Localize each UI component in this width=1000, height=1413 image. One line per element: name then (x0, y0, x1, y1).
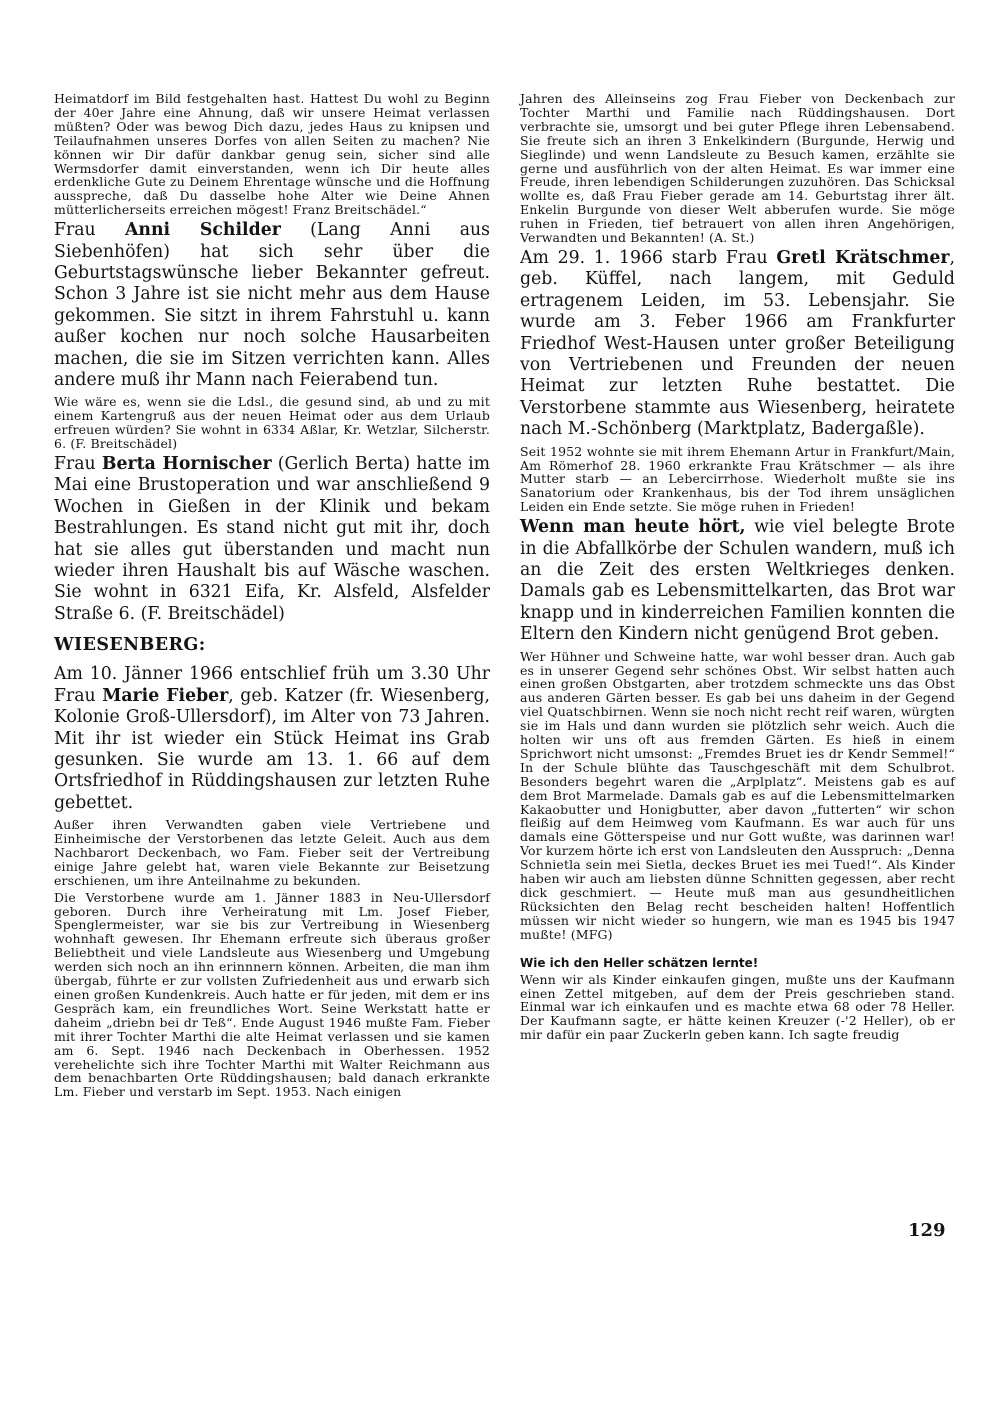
text-run: Am 29. 1. 1966 starb Frau (520, 247, 777, 268)
heller-story-paragraph: Wenn wir als Kinder einkaufen gingen, mußte uns der Kaufmann einen Zettel mitgeben, auf dem der Preis geschrieben stand. Einmal war ich einkaufen und es machte etwa 68 oder 78 Heller. Der Kaufmann sagte, er hätte keinen Kreuzer (-'2 Heller), ob er mir dafür ein paar Zuckerln geben kann. Ich sagte freudig (520, 971, 955, 1043)
text-run: (Lang Anni aus Siebenhöfen) hat sich sehr über die Geburtstagswünsche lieber Bekannter gefreut. Schon 3 Jahre ist sie nicht mehr aus dem Hause gekommen. Sie sitzt in ihrem Fahrstuhl u. kann außer kochen nur noch solche Hausarbeiten machen, die sie im Sitzen verrichten kann. Alles andere muß ihr Mann nach Feierabend tun. (54, 220, 491, 390)
text-run: , geb. Küffel, nach langem, mit Geduld ertragenem Leiden, im 53. Lebensjahr. Sie wurde am 3. Feber 1966 am Frankfurter Friedhof West-Hausen unter großer Beteiligung von Vertriebenen und Freunden der neuen Heimat zur letzten Ruhe bestattet. Die Verstorbene stammte aus Wiesenberg, heiratete nach M.-Schönberg (Marktplatz, Badergaßle). (520, 247, 955, 440)
article-title: Wie ich den Heller schätzen lernte! (520, 955, 759, 970)
page-number: 129 (908, 1220, 946, 1241)
text-run: Am 10. Jänner 1966 entschlief früh um 3.30 Uhr Frau (54, 664, 490, 706)
memories-paragraph: Wer Hühner und Schweine hatte, war wohl besser dran. Auch gab es in unserer Gegend sehr schönes Obst. Wir selbst hatten auch einen großen Obstgarten, aber trotzdem schmeckte uns das Obst aus anderen Gärten besser. Es gab bei uns daheim in der Gegend viel Quatschbirnen. Wenn sie noch nicht recht reif waren, würgten sie im Hals und dann wurden sie plötzlich sehr weich. Auch die holten wir uns oft aus fremden Gärten. Es hieß in einem Sprichwort nicht umsonst: „Fremdes Bruet ies dr Kendr Semmel!“ In der Schule blühte das Tauschgeschäft mit dem Schulbrot. Besonders begehrt waren die „Arplplatz“. Meistens gab es auf dem Brot Marmelade. Damals gab es auf die Lebensmittelmarken Kakaobutter und Honigbutter, aber davon „futterten“ wir schon fleißig auf dem Heimweg vom Kaufmann. Es war auch für uns damals eine Götterspeise und nur Gott wußte, was darinnen war! Vor kurzem hörte ich erst von Landsleuten den Ausspruch: „Denna Schnietla sein mei Sietla, deckes Bruet ies mei Tued!“. Als Kinder haben wir auch am liebsten dünne Schnitten gegessen, aber recht dick geschmiert. — Heute muß man aus gesundheitlichen Rücksichten den Belag recht bescheiden halten! Hoffentlich müssen wir nicht wieder so hungern, wie man es 1945 bis 1947 mußte! (MFG) (520, 648, 955, 942)
berta-hornischer-paragraph (54, 454, 490, 625)
funeral-paragraph: Außer ihren Verwandten gaben viele Vertriebene und Einheimische der Verstorbenen das letzte Geleit. Auch aus dem Nachbarort Deckenbach, wo Fam. Fieber seit der Vertreibung einige Jahre gelebt hat, waren viele Bekannte zur Beisetzung erschienen, um ihre Anteilnahme zu bekunden. (54, 817, 490, 888)
biography-continued-paragraph: Jahren des Alleinseins zog Frau Fieber von Deckenbach zur Tochter Marthi und Familie nach Rüddingshausen. Dort verbrachte sie, umsorgt und bei guter Pflege ihren Lebensabend. Sie freute sich an ihren 3 Enkelkindern (Burgunde, Herwig und Sieglinde) und wenn Landsleute zu Besuch kamen, erzählte sie gerne und ausführlich von der alten Heimat. Es war immer eine Freude, ihren lebendigen Schilderungen zuzuhören. Das Schicksal wollte es, daß Frau Fieber gerade am 14. Geburtstag ihrer ält. Enkelin Burgunde von dieser Welt abberufen wurde. Sie möge ruhen in Frieden, tief betrauert von allen ihren Angehörigen, Verwandten und Bekannten! (A. St.) (520, 91, 955, 246)
person-name: Gretl Krätschmer (776, 247, 950, 268)
text-run: Frau (54, 220, 125, 241)
person-name: Berta Hornischer (101, 454, 272, 475)
gretl-kraetschmer-paragraph (520, 248, 955, 441)
anni-schilder-paragraph (54, 220, 490, 391)
illness-paragraph: Seit 1952 wohnte sie mit ihrem Ehemann Artur in Frankfurt/Main, Am Römerhof 28. 1960 erkrankte Frau Krätschmer — als ihre Mutter starb — an Lebercirrhose. Wiederholt mußte sie ins Sanatorium oder Krankenhaus, bis der Tod ihrem unsäglichen Leiden ein Ende setzte. Sie möge ruhen in Frieden! (520, 443, 955, 515)
birthday-letter-paragraph: Heimatdorf im Bild festgehalten hast. Hattest Du wohl zu Beginn der 40er Jahre eine Ahnung, daß wir unsere Heimat verlassen müßten? Oder was bewog Dich dazu, jedes Haus zu knipsen und Teilaufnahmen unseres Dorfes von allen Seiten zu machen? Nie können wir Dir dafür dankbar genug sein, sicher sind alle Wermsdorfer damit einverstanden, wenn ich Dir heute alles erdenkliche Gute zu Deinem Ehrentage wünsche und die Hoffnung ausspreche, daß Du dasselbe hohe Alter wie Deine Ahnen mütterlicherseits erreichen mögest! Franz Breitschädel.“ (54, 91, 490, 218)
biography-paragraph: Die Verstorbene wurde am 1. Jänner 1883 in Neu-Ullersdorf geboren. Durch ihre Verheiratung mit Lm. Josef Fieber, Spenglermeister, war sie bis zur Vertreibung in Wiesenberg wohnhaft gewesen. Ihr Ehemann erfreute sich überaus großer Beliebtheit und viele Landsleute aus Wiesenberg und Umgebung werden sich noch an ihn erinnnern können. Arbeiten, die man ihm übergab, führte er zur vollsten Zufriedenheit aus und erwarb sich einen großen Kundenkreis. Auch hatte er für jeden, mit dem er ins Gespräch kam, ein freundliches Wort. Seine Werkstatt hatte er daheim „driebn bei dr Teß“. Ende August 1946 mußte Fam. Fieber mit ihrer Tochter Marthi die alte Heimat verlassen und sie kamen am 6. Sept. 1946 nach Deckenbach in Oberhessen. 1952 verehelichte sich ihre Tochter Marthi mit Walter Reichmann aus dem benachbarten Orte Rüddingshausen; bald danach erkrankte Lm. Fieber und verstarb im Sept. 1953. Nach einigen (54, 889, 490, 1100)
greeting-request-paragraph: Wie wäre es, wenn sie die Ldsl., die gesund sind, ab und zu mit einem Kartengruß aus der neuen Heimat oder aus dem Urlaub erfreuen würden? Sie wohnt in 6334 Aßlar, Kr. Wetzlar, Silcherstr. 6. (F. Breitschädel) (54, 394, 490, 452)
text-run: wie viel belegte Brote in die Abfallkörbe der Schulen wandern, muß ich an die Zeit des ersten Weltkrieges denken. Damals gab es Lebensmittelkarten, das Brot war knapp und in kinderreichen Familien konnten die Eltern den Kindern nicht genügend Brot geben. (520, 517, 955, 645)
left-column (54, 92, 490, 1102)
text-run: , geb. Katzer (fr. Wiesenberg, Kolonie Groß-Ullersdorf), im Alter von 73 Jahren. Mit ihr ist wieder ein Stück Heimat ins Grab gesunken. Sie wurde am 13. 1. 66 auf dem Ortsfriedhof in Rüddingshausen zur letzten Ruhe gebettet. (54, 685, 490, 813)
person-name: Anni Schilder (125, 220, 281, 241)
person-name: Marie Fieber (102, 685, 229, 706)
school-bread-paragraph (520, 517, 955, 645)
marie-fieber-paragraph (54, 664, 490, 814)
right-column (520, 92, 955, 1045)
text-run: (Gerlich Berta) hatte im Mai eine Brustoperation und war anschließend 9 Wochen in Gießen in der Klinik und bekam Bestrahlungen. Es stand nicht gut mit ihr, doch hat sie alles gut überstanden und macht nun wieder ihren Haushalt bis auf Wäsche waschen. Sie wohnt in 6321 Eifa, Kr. Alsfeld, Alsfelder Straße 6. (F. Breitschädel) (54, 454, 490, 624)
section-heading-wiesenberg: WIESENBERG: (54, 635, 206, 656)
lead-phrase: Wenn man heute hört, (520, 517, 746, 538)
text-run: Frau (54, 454, 102, 475)
